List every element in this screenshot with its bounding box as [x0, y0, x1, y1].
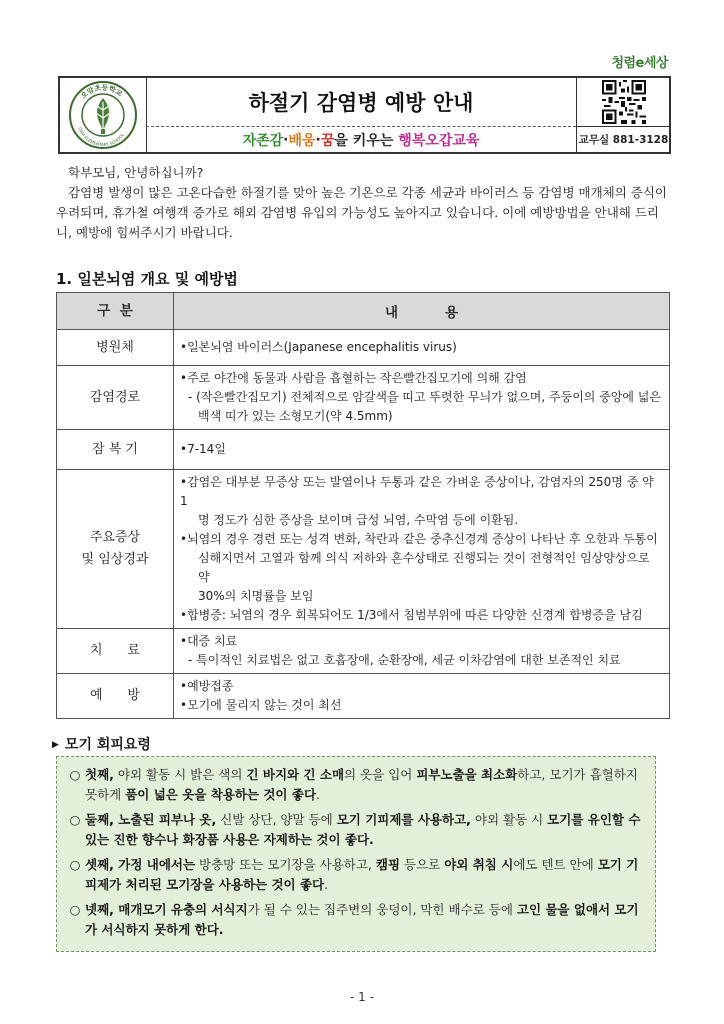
- tip-text: 첫째, 야외 활동 시 밝은 색의 긴 바지와 긴 소매의 옷을 입어 피부노출을 최소화하고, 모기가 흡혈하지 못하게 품이 넓은 옷을 착용하는 것이 좋다.: [85, 767, 638, 802]
- row-label: 치 료: [57, 629, 174, 674]
- qr-code-icon: [602, 80, 646, 124]
- row-content: [174, 674, 670, 719]
- table-row: [57, 470, 670, 629]
- slogan-dot-1: ·: [283, 131, 289, 148]
- row-content: [174, 470, 670, 629]
- page-number: - 1 -: [350, 990, 374, 1004]
- list-item: [65, 765, 647, 805]
- slogan-part-3: 꿈: [320, 132, 335, 149]
- triangle-bullet-icon: ▶: [52, 740, 59, 750]
- col-header-category: 구 분: [57, 293, 174, 330]
- row-label: 감염경로: [57, 366, 174, 430]
- content-line: •일본뇌염 바이러스(Japanese encephalitis virus): [180, 340, 457, 354]
- content-line: •7-14일: [180, 442, 226, 456]
- list-item: [65, 810, 647, 850]
- integrity-logo-text: 청렴e세상: [611, 56, 668, 71]
- row-content: [174, 366, 670, 430]
- content-line: - 특이적인 치료법은 없고 호흡장애, 순환장애, 세균 이차감염에 대한 보존적인 치료: [188, 653, 621, 667]
- slogan-part-4: 을 키우는: [334, 132, 399, 149]
- circle-bullet-icon: ○: [69, 812, 81, 827]
- table-row: [57, 674, 670, 719]
- greeting: 학부모님, 안녕하십니까?: [68, 165, 204, 180]
- slogan-part-2: 배움: [288, 132, 316, 149]
- school-logo-sublabel: OAM ELEMENTARY SCHOOL: [77, 126, 126, 148]
- education-slogan: [146, 127, 576, 152]
- circle-bullet-icon: ○: [69, 902, 81, 917]
- list-item: [65, 900, 647, 940]
- table-row: [57, 366, 670, 430]
- tip-text: 셋째, 가정 내에서는 방충망 또는 모기장을 사용하고, 캠핑 등으로 야외 취침 시에도 텐트 안에 모기 기피제가 처리된 모기장을 사용하는 것이 좋다.: [85, 857, 639, 892]
- qr-code[interactable]: [576, 78, 670, 127]
- intro-section: [56, 163, 674, 243]
- slogan-part-5: 행복오갑교육: [398, 132, 480, 149]
- table-row: [57, 430, 670, 470]
- content-line: •감염은 대부분 무증상 또는 발열이나 두통과 같은 가벼운 증상이나, 감염자의 250명 중 약 1: [180, 475, 654, 508]
- tips-title: [52, 734, 151, 754]
- row-label: 주요증상 및 임상경과: [57, 470, 174, 629]
- office-phone: 교무실 881-3128: [576, 127, 670, 152]
- content-line: 명 정도가 심한 증상을 보이며 급성 뇌염, 수막염 등에 이환됨.: [198, 513, 519, 527]
- circle-bullet-icon: ○: [69, 857, 81, 872]
- integrity-logo: [611, 52, 668, 71]
- table-row: [57, 629, 670, 674]
- row-label: 잠 복 기: [57, 430, 174, 470]
- content-line: •대증 치료: [180, 634, 238, 648]
- page-title: 하절기 감염병 예방 안내: [146, 78, 576, 127]
- tip-text: 넷째, 매개모기 유충의 서식지가 될 수 있는 집주변의 웅덩이, 막힌 배수로 등에 고인 물을 없애서 모기가 서식하지 못하게 한다.: [85, 902, 639, 937]
- section-title: 1. 일본뇌염 개요 및 예방법: [56, 270, 238, 288]
- content-line: 백색 띠가 있는 소형모기(약 4.5mm): [198, 409, 393, 423]
- slogan-dot-2: ·: [315, 131, 321, 148]
- content-line: - (작은빨간집모기) 전체적으로 암갈색을 띠고 뚜렷한 무늬가 없으며, 주둥이의 중앙에 넓은: [188, 390, 661, 404]
- content-line: •주로 야간에 동물과 사람을 흡혈하는 작은빨간집모기에 의해 감염: [180, 371, 527, 385]
- school-emblem: [60, 78, 147, 152]
- col-header-content: 내 용: [174, 293, 670, 330]
- row-content: [174, 629, 670, 674]
- content-line: 30%의 치명률을 보임: [198, 589, 314, 603]
- row-label: 예 방: [57, 674, 174, 719]
- row-label: 병원체: [57, 330, 174, 366]
- tips-title-text: 모기 회피요령: [64, 737, 151, 753]
- content-line: 심해지면서 고열과 함께 의식 저하와 혼수상태로 진행되는 것이 전형적인 임상양상으로 약: [198, 551, 650, 584]
- content-line: •합병증: 뇌염의 경우 회복되어도 1/3에서 침범부위에 따른 다양한 신경계 합병증을 남김: [180, 608, 643, 622]
- encephalitis-table: [56, 292, 670, 719]
- content-line: •모기에 물리지 않는 것이 최선: [180, 698, 342, 712]
- circle-bullet-icon: ○: [69, 767, 81, 782]
- tip-text: 둘째, 노출된 피부나 옷, 신발 상단, 양말 등에 모기 기피제를 사용하고, 야외 활동 시 모기를 유인할 수 있는 진한 향수나 화장품 사용은 자제하는 것이 좋다.: [85, 812, 641, 847]
- school-logo-label: 오암초등학교: [79, 83, 124, 101]
- content-line: •뇌염의 경우 경련 또는 성격 변화, 착란과 같은 중추신경계 증상이 나타난 후 오한과 두통이: [180, 532, 658, 546]
- intro-body: 감염병 발생이 많은 고온다습한 하절기를 맞아 높은 기온으로 각종 세균과 바이러스 등 감염병 매개체의 증식이 우려되며, 휴가철 여행객 증가로 해외 감염병 유입의 가능성도 높아지고 있습니다. 이에 예방방법을 안내해 드리니, 예방에 힘써주시기 바랍니다.: [56, 185, 668, 240]
- content-line: •예방접종: [180, 679, 234, 693]
- school-emblem-icon: [68, 80, 138, 150]
- slogan-part-1: 자존감: [242, 132, 284, 149]
- document-header: [58, 76, 671, 154]
- table-row: [57, 330, 670, 366]
- row-content: [174, 430, 670, 470]
- table-header-row: [57, 293, 670, 330]
- list-item: [65, 855, 647, 895]
- mosquito-tips-box: [56, 756, 656, 952]
- row-content: [174, 330, 670, 366]
